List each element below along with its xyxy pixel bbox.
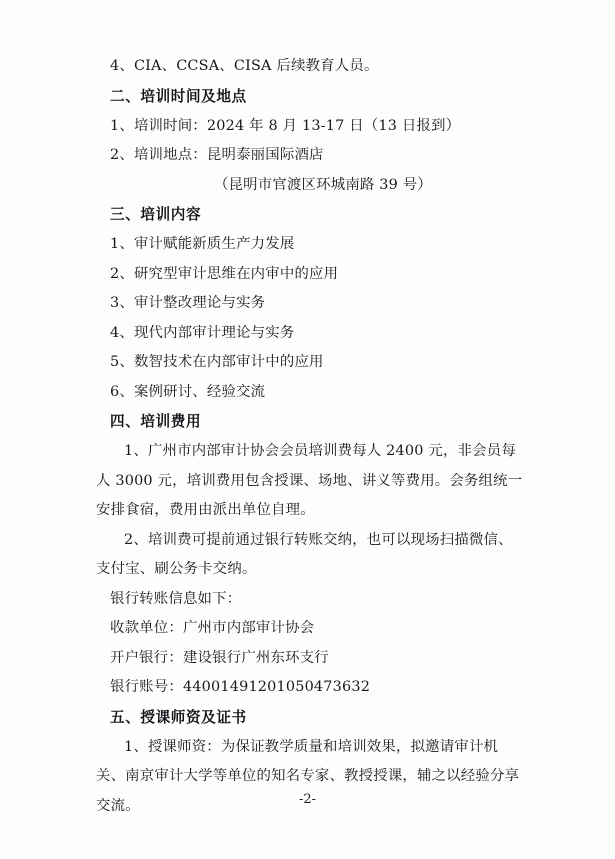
paragraph-item-4-cia: 4、CIA、CCSA、CISA 后续教育人员。 xyxy=(110,58,379,74)
paragraph-fee-1: 1、广州市内部审计协会会员培训费每人 2400 元，非会员每人 3000 元，培训费用包含授课、场地、讲义等费用。会务组统一安排食宿，费用由派出单位自理。 xyxy=(96,443,523,518)
section-heading-2: 二、培训时间及地点 xyxy=(110,87,247,105)
paragraph-content-4: 4、现代内部审计理论与实务 xyxy=(110,324,295,341)
paragraph-training-place: 2、培训地点：昆明泰丽国际酒店 xyxy=(110,147,324,163)
paragraph-content-5: 5、数智技术在内部审计中的应用 xyxy=(110,354,324,370)
paragraph-fee-2: 2、培训费可提前通过银行转账交纳，也可以现场扫描微信、支付宝、刷公务卡交纳。 xyxy=(96,531,513,577)
paragraph-content-2: 2、研究型审计思维在内审中的应用 xyxy=(110,265,339,282)
document-body xyxy=(96,52,526,821)
paragraph-bank-info-intro: 银行转账信息如下： xyxy=(110,590,242,607)
paragraph-content-3: 3、审计整改理论与实务 xyxy=(110,295,266,311)
paragraph-content-6: 6、案例研讨、经验交流 xyxy=(110,383,266,400)
paragraph-training-time: 1、培训时间：2024 年 8 月 13-17 日（13 日报到） xyxy=(110,117,461,134)
section-heading-4: 四、培训费用 xyxy=(110,413,202,430)
paragraph-training-address: （昆明市官渡区环城南路 39 号） xyxy=(214,176,432,193)
paragraph-bank-name: 开户银行：建设银行广州东环支行 xyxy=(110,649,329,666)
section-heading-3: 三、培训内容 xyxy=(110,206,202,223)
paragraph-content-1: 1、审计赋能新质生产力发展 xyxy=(110,236,295,252)
paragraph-bank-account: 银行账号：44001491201050473632 xyxy=(110,679,371,695)
paragraph-bank-payee: 收款单位：广州市内部审计协会 xyxy=(110,620,315,636)
page-number: -2- xyxy=(298,792,317,807)
paragraph-faculty-1: 1、授课师资：为保证教学质量和培训效果，拟邀请审计机关、南京审计大学等单位的知名专家、教授授课，辅之以经验分享交流。 xyxy=(96,738,520,814)
section-heading-5: 五、授课师资及证书 xyxy=(110,708,247,726)
